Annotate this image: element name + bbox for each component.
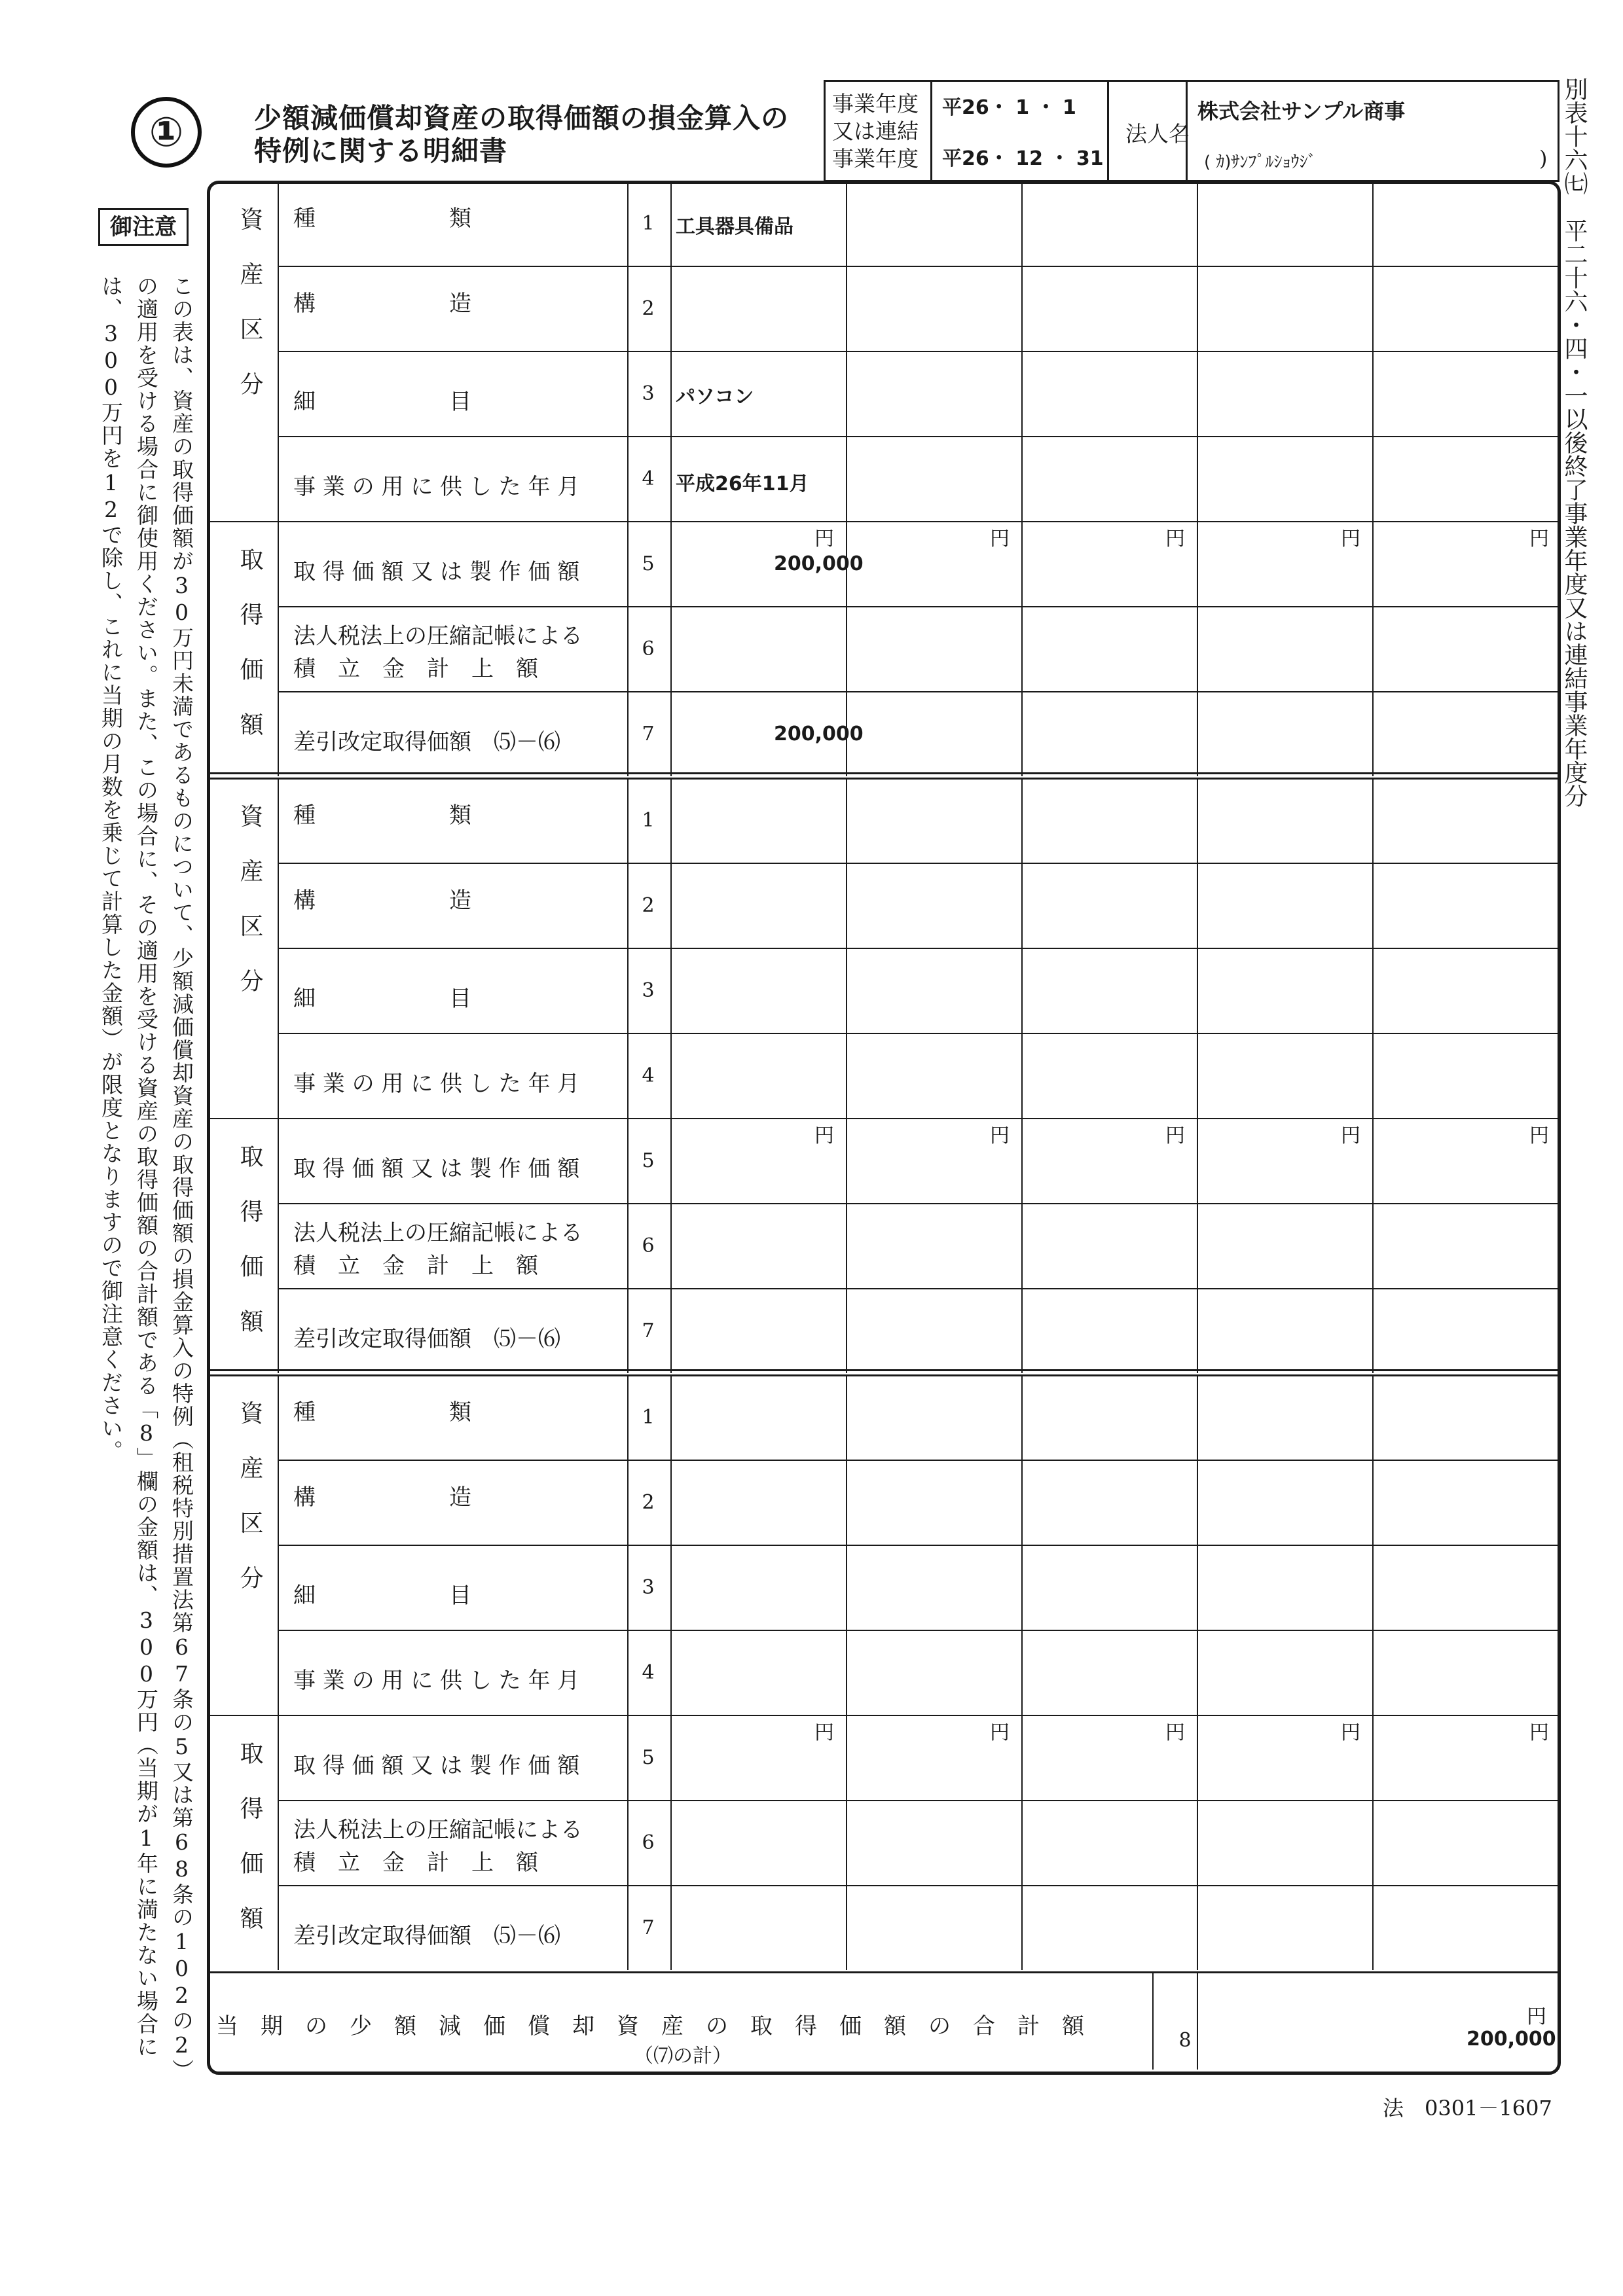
period-label-2: 又は連結: [832, 118, 919, 144]
total-yen-unit: 円: [1527, 2005, 1546, 2028]
row-number-7: 7: [642, 1916, 655, 1939]
group-label-asset: 資産区分: [236, 1401, 263, 1621]
yen-unit: 円: [814, 1721, 834, 1744]
row-label-2: 構 造: [293, 1484, 471, 1511]
row-number-2: 2: [642, 894, 655, 917]
row-line: [278, 1630, 1558, 1631]
side-form-label: 別表十六㈦ 平二十六・四・一以後終了事業年度又は連結事業年度分: [1561, 77, 1588, 808]
row-number-1: 1: [642, 809, 655, 832]
row-number-1: 1: [642, 1406, 655, 1429]
corp-kana[interactable]: ( ｶ)ｻﾝﾌﾟﾙｼｮｳｼﾞ: [1204, 152, 1317, 172]
yen-unit: 円: [990, 1124, 1010, 1147]
column-line: [670, 1374, 672, 1970]
row-label-4: 事 業 の 用 に 供 し た 年 月: [293, 474, 580, 500]
yen-unit: 円: [814, 1124, 834, 1147]
row-label-6b: 積 立 金 計 上 額: [293, 1850, 538, 1876]
row-label-5: 取 得 価 額 又 は 製 作 価 額: [293, 1156, 580, 1182]
entry-kind[interactable]: 工具器具備品: [676, 215, 793, 238]
entry-price[interactable]: 200,000: [774, 552, 864, 575]
row-line: [278, 1203, 1558, 1204]
yen-unit: 円: [1341, 1721, 1360, 1744]
row-label-5: 取 得 価 額 又 は 製 作 価 額: [293, 1753, 580, 1779]
column-line: [846, 778, 847, 1373]
row-number-3: 3: [642, 382, 655, 405]
form-number-badge: ①: [131, 97, 202, 168]
column-line: [846, 181, 847, 776]
column-line: [1021, 778, 1023, 1373]
yen-unit: 円: [1529, 1124, 1549, 1147]
row-number-5: 5: [642, 552, 655, 575]
column-line: [846, 1374, 847, 1970]
row-line: [278, 351, 1558, 352]
total-row-top-line: [207, 1971, 1558, 1973]
form-code: 法 0301－1607: [1383, 2096, 1552, 2121]
column-line: [1021, 181, 1023, 776]
period-from[interactable]: 平26・ 1 ・ 1: [942, 96, 1076, 119]
notice-label: 御注意: [98, 208, 189, 246]
row-label-6a: 法人税法上の圧縮記帳による: [293, 1220, 583, 1246]
column-line: [1197, 778, 1198, 1373]
row-line: [278, 606, 1558, 607]
notice-text: この表は、資産の取得価額が30万円未満であるものについて、少額減価償却資産の取得価額の損金算入の特例（租税特別措置法第67条の5又は第68条の102の2）の適用を受ける場合に御使用ください。また、この場合に、その適用を受ける資産の取得価額の合計額である「8」欄の金額は、300万円（当期が1年に満たない場合には、300万円を12で除し、これに当期の月数を乗じて計算した金額）が限度となりますので御注意ください。: [98, 275, 194, 2072]
row-number-1: 1: [642, 212, 655, 235]
entry-detail[interactable]: パソコン: [676, 386, 754, 408]
block-separator: [210, 1369, 1558, 1371]
group-label-price: 取得価額: [236, 1144, 263, 1364]
form-title-line2: 特例に関する明細書: [254, 135, 508, 167]
column-line: [670, 181, 672, 776]
column-line: [1021, 1374, 1023, 1970]
row-line: [278, 863, 1558, 864]
row-number-5: 5: [642, 1149, 655, 1172]
row-line: [278, 1460, 1558, 1461]
block-separator: [210, 1374, 1558, 1376]
row-label-7: 差引改定取得価額 ⑸－⑹: [293, 1923, 560, 1949]
row-label-6b: 積 立 金 計 上 額: [293, 656, 538, 682]
entry-date[interactable]: 平成26年11月: [676, 473, 809, 495]
row-line: [278, 1885, 1558, 1886]
block-separator: [210, 772, 1558, 774]
row-number-4: 4: [642, 1064, 655, 1087]
row-label-6a: 法人税法上の圧縮記帳による: [293, 623, 583, 649]
row-label-4: 事 業 の 用 に 供 し た 年 月: [293, 1668, 580, 1694]
column-line: [1372, 1374, 1374, 1970]
row-line: [278, 266, 1558, 267]
row-number-2: 2: [642, 297, 655, 320]
row-label-3: 細 目: [293, 1583, 471, 1609]
period-to[interactable]: 平26・ 12 ・ 31: [942, 147, 1104, 170]
row-number-3: 3: [642, 1576, 655, 1599]
column-line: [1197, 181, 1198, 776]
row-number-6: 6: [642, 1234, 655, 1257]
total-label: 当 期 の 少 額 減 価 償 却 資 産 の 取 得 価 額 の 合 計 額: [216, 2013, 1084, 2039]
row-line: [278, 436, 1558, 437]
row-line: [278, 691, 1558, 692]
row-number-3: 3: [642, 979, 655, 1002]
row-line: [278, 1288, 1558, 1289]
corp-kana-close: ): [1539, 146, 1548, 171]
row-label-5: 取 得 価 額 又 は 製 作 価 額: [293, 559, 580, 585]
yen-unit: 円: [990, 528, 1010, 550]
yen-unit: 円: [1165, 1721, 1185, 1744]
column-line: [670, 778, 672, 1373]
row-label-6b: 積 立 金 計 上 額: [293, 1253, 538, 1279]
group-label-asset: 資産区分: [236, 207, 263, 427]
group-label-asset: 資産区分: [236, 804, 263, 1024]
row-label-2: 構 造: [293, 888, 471, 914]
row-label-6a: 法人税法上の圧縮記帳による: [293, 1817, 583, 1843]
row-label-7: 差引改定取得価額 ⑸－⑹: [293, 1326, 560, 1352]
total-col-line: [1152, 1971, 1154, 2070]
yen-unit: 円: [1529, 1721, 1549, 1744]
row-number-4: 4: [642, 1661, 655, 1684]
row-label-1: 種 類: [293, 802, 471, 829]
column-line: [1372, 778, 1374, 1373]
row-number-2: 2: [642, 1491, 655, 1514]
row-line: [278, 1033, 1558, 1034]
row-line: [278, 1545, 1558, 1546]
total-row-number: 8: [1178, 2029, 1192, 2052]
row-label-1: 種 類: [293, 206, 471, 232]
row-number-5: 5: [642, 1746, 655, 1769]
period-label-3: 事業年度: [832, 146, 919, 171]
row-label-2: 構 造: [293, 291, 471, 317]
column-line: [1197, 1374, 1198, 1970]
column-line: [278, 1374, 279, 1970]
column-line: [278, 778, 279, 1373]
row-label-1: 種 類: [293, 1399, 471, 1426]
yen-unit: 円: [1529, 528, 1549, 550]
yen-unit: 円: [990, 1721, 1010, 1744]
total-sub-label: （⑺の計）: [634, 2045, 732, 2068]
row-number-7: 7: [642, 723, 655, 745]
total-value[interactable]: 200,000: [1467, 2028, 1556, 2051]
period-label-1: 事業年度: [832, 91, 919, 117]
yen-unit: 円: [1165, 528, 1185, 550]
row-number-6: 6: [642, 1831, 655, 1854]
column-line: [278, 181, 279, 776]
group-label-price: 取得価額: [236, 547, 263, 767]
total-col-line: [1197, 1971, 1198, 2070]
block-separator: [210, 778, 1558, 780]
group-label-price: 取得価額: [236, 1741, 263, 1961]
row-label-4: 事 業 の 用 に 供 し た 年 月: [293, 1071, 580, 1097]
form-title-line1: 少額減価償却資産の取得価額の損金算入の: [254, 102, 790, 134]
row-label-3: 細 目: [293, 389, 471, 415]
row-number-4: 4: [642, 467, 655, 490]
row-line: [278, 1800, 1558, 1801]
row-line: [278, 948, 1558, 949]
entry-revised[interactable]: 200,000: [774, 723, 864, 745]
corp-label: 法人名: [1125, 121, 1190, 147]
header-info-box: [824, 80, 1559, 182]
column-line: [1372, 181, 1374, 776]
row-number-7: 7: [642, 1319, 655, 1342]
yen-unit: 円: [1341, 1124, 1360, 1147]
yen-unit: 円: [814, 528, 834, 550]
row-number-6: 6: [642, 637, 655, 660]
row-label-7: 差引改定取得価額 ⑸－⑹: [293, 729, 560, 755]
row-label-3: 細 目: [293, 986, 471, 1012]
corp-name[interactable]: 株式会社サンプル商事: [1197, 99, 1406, 124]
yen-unit: 円: [1341, 528, 1360, 550]
yen-unit: 円: [1165, 1124, 1185, 1147]
